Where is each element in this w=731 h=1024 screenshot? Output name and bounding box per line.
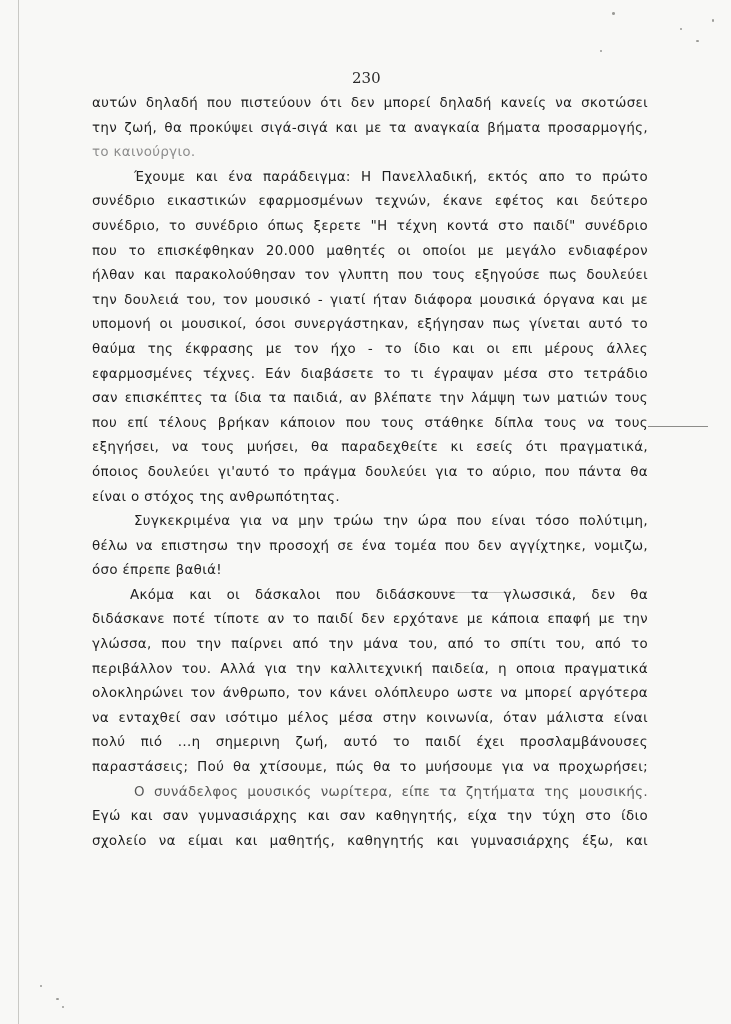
- text-line: την δουλειά του, τον μουσικό - γιατί ήταν διάφορα μουσικά όργανα και με: [92, 292, 648, 308]
- scan-speck: [712, 19, 714, 22]
- scan-speck: [680, 28, 682, 30]
- scan-edge-line: [18, 0, 19, 1024]
- text-line: υπομονή οι μουσικοί, όσοι συνεργάστηκαν, εξήγησαν πως γίνεται αυτό το: [92, 317, 648, 333]
- text-line: που το επισκέφθηκαν 20.000 μαθητές οι οποίοι με μεγάλο ενδιαφέρον: [92, 243, 648, 259]
- text-line: περιβάλλον του. Αλλά για την καλλιτεχνική παιδεία, η οποια πραγματικά: [92, 661, 648, 677]
- text-line: το καινούργιο.: [92, 145, 196, 161]
- text-line: εφαρμοσμένες τέχνες. Εάν διαβάσετε το τι έγραψαν μέσα στο τετράδιο: [92, 366, 648, 382]
- text-line: πολύ πιό ...η σημερινη ζωή, αυτό το παιδί έχει προσλαμβάνουσες: [92, 735, 648, 751]
- text-line: παραστάσεις; Πού θα χτίσουμε, πώς θα το μυήσουμε για να προχωρήσει;: [92, 760, 648, 776]
- text-line: εξηγήσει, να τους μυήσει, θα παραδεχθείτε κι εσείς ότι πραγματικά,: [92, 440, 648, 456]
- text-line: Ακόμα και οι δάσκαλοι που διδάσκουνε τα γλωσσικά, δεν θα: [130, 587, 648, 603]
- text-line: συνέδριο εικαστικών εφαρμοσμένων τεχνών, έκανε εφέτος και δεύτερο: [92, 194, 648, 210]
- text-line: Έχουμε και ένα παράδειγμα: Η Πανελλαδική, εκτός απο το πρώτο: [134, 169, 648, 185]
- text-line: όποιος δουλεύει γι'αυτό το πράγμα δουλεύει για το αύριο, που πάντα θα: [92, 464, 648, 480]
- text-line: διδάσκανε ποτέ τίποτε αν το παιδί δεν ερχότανε με κάποια επαφή με την: [92, 612, 648, 628]
- text-line: Ο συνάδελφος μουσικός νωρίτερα, είπε τα ζητήματα της μουσικής.: [134, 784, 648, 800]
- text-line: Συγκεκριμένα για να μην τρώω την ώρα που είναι τόσο πολύτιμη,: [134, 514, 648, 530]
- text-line: Εγώ και σαν γυμνασιάρχης και σαν καθηγητής, είχα την τύχη στο ίδιο: [92, 809, 648, 825]
- text-line: σχολείο να είμαι και μαθητής, καθηγητής και γυμνασιάρχης έξω, και: [92, 833, 648, 849]
- text-line: σαν επισκέπτες τα ίδια τα παιδιά, αν βλέπατε την λάμψη των ματιών τους: [92, 391, 648, 407]
- text-line: αυτών δηλαδή που πιστεύουν ότι δεν μπορεί δηλαδή κανείς να σκοτώσει: [92, 96, 648, 111]
- scan-speck: [600, 50, 602, 52]
- document-body: [92, 92, 648, 854]
- scan-speck: [40, 985, 42, 987]
- text-line: συνέδριο, το συνέδριο όπως ξερετε "Η τέχνη κοντά στο παιδί" συνέδριο: [92, 218, 648, 234]
- text-line: όσο έπρεπε βαθιά!: [92, 563, 222, 579]
- text-line: ολοκληρώνει τον άνθρωπο, τον κάνει ολόπλευρο ωστε να μπορεί αργότερα: [92, 686, 648, 702]
- text-line: που επί τέλους βρήκαν κάποιον που τους στάθηκε δίπλα τους να τους: [92, 415, 648, 431]
- text-line: είναι ο στόχος της ανθρωπότητας.: [92, 489, 340, 505]
- text-line: θαύμα της έκφρασης με τον ήχο - το ίδιο και οι επι μέρους άλλες: [92, 341, 648, 357]
- scan-dash-mark: [648, 426, 708, 427]
- scan-speck: [612, 12, 615, 15]
- text-line: θέλω να επιστησω την προσοχή σε ένα τομέα που δεν αγγίχτηκε, νομιζω,: [92, 538, 648, 554]
- text-line: γλώσσα, που την παίρνει από την μάνα του, από το σπίτι του, από το: [92, 637, 648, 653]
- text-line: ήλθαν και παρακολούθησαν τον γλυπτη που τους εξηγούσε πως δουλεύει: [92, 268, 648, 284]
- text-line: την ζωή, θα προκύψει σιγά-σιγά και με τα αναγκαία βήματα προσαρμογής,: [92, 120, 648, 136]
- scan-speck: [696, 40, 699, 42]
- scan-speck: [62, 1006, 64, 1008]
- page-number: 230: [352, 69, 381, 87]
- text-line: να ενταχθεί σαν ισότιμο μέλος μέσα στην κοινωνία, όταν μάλιστα είναι: [92, 710, 648, 726]
- scan-speck: [56, 998, 59, 1000]
